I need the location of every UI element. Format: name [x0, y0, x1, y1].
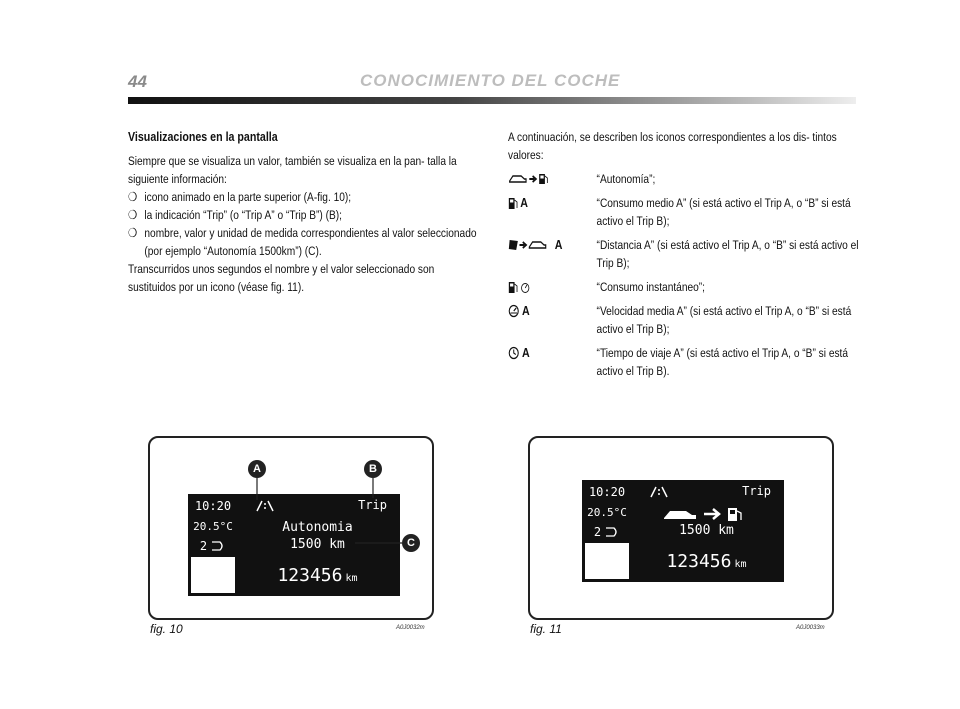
icon-description: “Tiempo de viaje A” (si está activo el Trip A, o “B” si está activo el Trip B).	[596, 346, 849, 378]
clock-icon	[508, 344, 597, 362]
gear-value: 2	[199, 539, 208, 553]
marker-c: C	[402, 534, 420, 552]
trip-label: Trip	[742, 484, 771, 498]
gear-value: 2	[593, 525, 602, 539]
bullet-icon: ❍	[128, 226, 138, 240]
value-panel	[632, 503, 781, 541]
speedometer-icon	[508, 302, 597, 320]
figure-11-caption: fig. 11	[530, 622, 562, 636]
odometer-value: 123456	[277, 564, 343, 586]
page-number: 44	[128, 72, 147, 91]
page-title: CONOCIMIENTO DEL COCHE	[360, 71, 621, 90]
figure-10-frame	[148, 436, 434, 620]
display-screen	[582, 480, 784, 582]
trip-label: Trip	[358, 498, 387, 512]
top-bar	[632, 483, 781, 501]
icons-intro: A continuación, se describen los iconos correspondientes a los dis- tintos valores:	[508, 130, 837, 162]
icon-legend-row	[508, 302, 859, 338]
icon-legend-row	[508, 344, 859, 380]
car-arrow-fuel-pump-icon	[660, 506, 756, 522]
figure-11-code: A0J0033m	[796, 625, 825, 631]
bullet-icon: ❍	[128, 208, 138, 222]
bullet-text: nombre, valor y unidad de medida correspondientes al valor seleccionado (por ejemplo “Autonomía 1500km”) (C).	[144, 226, 477, 258]
temperature-display: 20.5°C	[191, 517, 235, 535]
icon-description: “Consumo medio A” (si está activo el Trip A, o “B” si está activo el Trip B);	[596, 196, 851, 228]
clock-display: 10:20	[585, 483, 629, 501]
marker-b: B	[364, 460, 382, 478]
trip-letter: A	[520, 195, 529, 210]
left-column	[128, 128, 479, 296]
list-item	[128, 224, 479, 260]
temperature-display: 20.5°C	[585, 503, 629, 521]
value-name: Autonomia	[282, 520, 353, 535]
trip-letter: A	[521, 345, 530, 360]
figure-10-code: A0J0032m	[396, 625, 425, 631]
marker-leader-lines	[150, 438, 432, 618]
icon-legend-row	[508, 236, 859, 272]
bullet-text: la indicación “Trip” (o “Trip A” o “Trip B”) (B);	[144, 208, 342, 222]
value-reading: 1500 km	[290, 537, 345, 552]
odometer-unit: km	[734, 558, 747, 570]
flag-arrow-car-icon	[508, 236, 597, 254]
lamp-icon	[604, 526, 620, 538]
section-heading: Visualizaciones en la pantalla	[128, 129, 278, 144]
icon-legend-row	[508, 278, 859, 296]
right-column	[508, 128, 859, 380]
odometer	[632, 543, 781, 579]
icon-legend-row	[508, 194, 859, 230]
icon-description: “Distancia A” (si está activo el Trip A, o “B” si está activo el Trip B);	[596, 238, 859, 270]
bullet-text: icono animado en la parte superior (A-fig. 10);	[144, 190, 352, 204]
odometer-unit: km	[345, 572, 358, 584]
header-rule	[128, 97, 856, 104]
trip-letter: A	[554, 237, 563, 252]
icon-description: “Velocidad media A” (si está activo el Trip A, o “B” si está activo el Trip B);	[596, 304, 852, 336]
marker-a: A	[248, 460, 266, 478]
fuel-pump-icon	[508, 194, 597, 212]
list-item	[128, 206, 479, 224]
odometer-value: 123456	[666, 550, 732, 572]
road-animation-icon	[648, 486, 670, 498]
car-arrow-fuel-pump-icon	[508, 170, 597, 188]
value-reading: 1500 km	[679, 523, 734, 538]
bullet-icon: ❍	[128, 190, 138, 204]
icon-description: “Autonomía”;	[596, 172, 656, 186]
outro-paragraph: Transcurridos unos segundos el nombre y el valor seleccionado son sustituidos por un icono (véase fig. 11).	[128, 262, 435, 294]
clock-display: 10:20	[191, 497, 235, 515]
figure-10-caption: fig. 10	[150, 622, 183, 636]
figure-11-frame	[528, 436, 834, 620]
icon-description: “Consumo instantáneo”;	[596, 280, 706, 294]
fuel-pump-gauge-icon	[508, 278, 597, 296]
trip-letter: A	[521, 303, 530, 318]
list-item	[128, 188, 479, 206]
icon-legend-row	[508, 170, 859, 188]
gear-display	[585, 523, 629, 541]
intro-paragraph: Siempre que se visualiza un valor, también se visualiza en la pan- talla la siguiente información:	[128, 154, 457, 186]
